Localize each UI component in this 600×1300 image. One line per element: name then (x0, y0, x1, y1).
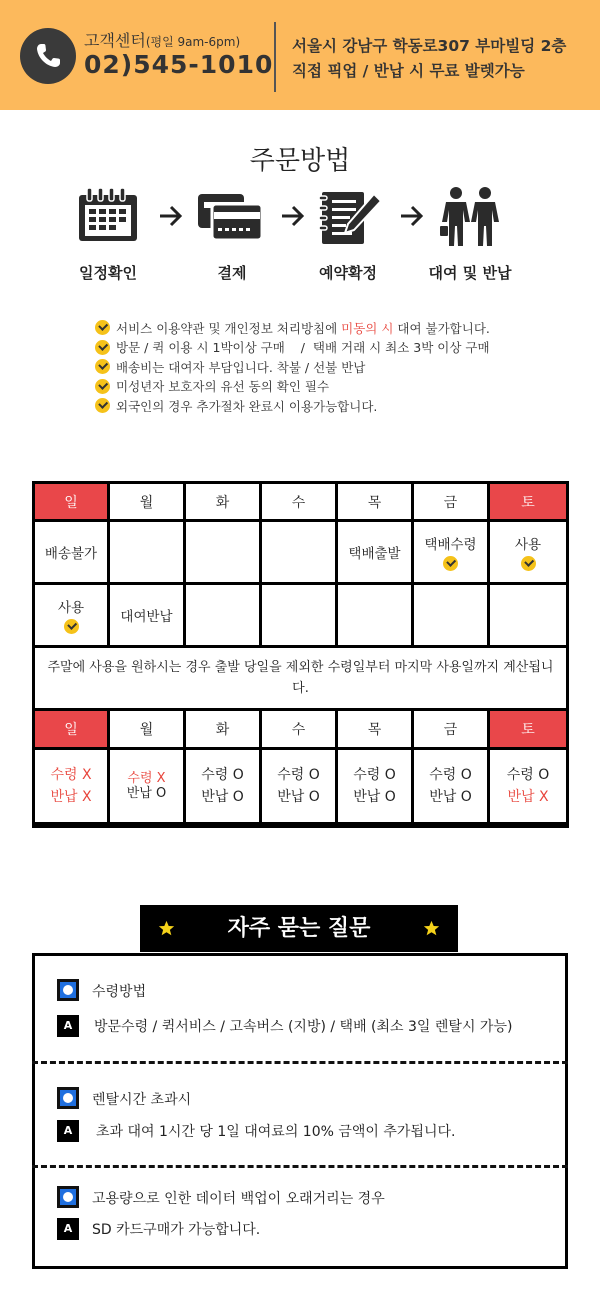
star-icon (423, 920, 440, 937)
cell-text: 배송불가 (44, 546, 98, 562)
check-icon (95, 398, 110, 413)
cell-text: 택배수령 (424, 537, 477, 553)
notice-text: 미성년자 보호자의 유선 동의 확인 필수 (116, 379, 330, 395)
arrow-right-icon (399, 205, 425, 231)
availability-cell (490, 750, 566, 822)
check-icon (95, 320, 110, 335)
week1-cell (186, 522, 259, 582)
question-badge-icon (57, 979, 79, 1001)
notice-text: 방문 / 퀵 이용 시 1박이상 구매 / 택배 거래 시 최소 3박 이상 구매 (116, 340, 490, 356)
return-status: 반납 X (50, 789, 92, 805)
day-header-wed: 수 (262, 711, 335, 747)
availability-cell (186, 750, 259, 822)
week2-cell (338, 585, 411, 645)
faq-divider (32, 1165, 568, 1168)
receive-status: 수령 O (277, 767, 320, 783)
phone-icon (20, 28, 76, 84)
receive-status: 수령 O (506, 767, 550, 783)
faq-question[interactable]: 수령방법 (92, 984, 147, 1000)
week1-cell (35, 522, 107, 582)
day-header-wed: 수 (262, 484, 335, 519)
day-header-thu: 목 (338, 484, 411, 519)
day-header-mon: 월 (110, 484, 183, 519)
check-icon (95, 379, 110, 394)
step-label: 결제 (217, 264, 247, 282)
check-icon (95, 359, 110, 374)
arrow-right-icon (280, 205, 306, 231)
answer-badge-icon: A (57, 1218, 79, 1240)
return-status: 반납 O (429, 789, 472, 805)
receive-status: 수령 O (429, 767, 472, 783)
week2-cell (490, 585, 566, 645)
faq-question[interactable]: 고용량으로 인한 데이터 백업이 오래거리는 경우 (92, 1191, 385, 1207)
availability-cell (35, 750, 107, 822)
question-badge-icon (57, 1186, 79, 1208)
customer-center-label (84, 28, 240, 51)
receive-status: 수령 X (127, 771, 166, 786)
star-icon (158, 920, 175, 937)
week2-cell (110, 585, 183, 645)
week2-cell (35, 585, 107, 645)
step-label: 예약확정 (319, 264, 377, 282)
day-header-tue: 화 (186, 711, 259, 747)
week2-cell (414, 585, 487, 645)
notice-list (95, 318, 490, 416)
cell-text: 사용 (514, 537, 542, 553)
cs-label: 고객센터 (84, 31, 146, 50)
faq-title: 자주 묻는 질문 (140, 905, 458, 952)
day-header-sun: 일 (35, 711, 107, 747)
cell-text: 택배출발 (348, 546, 401, 562)
header-divider (274, 22, 276, 92)
calendar-icon (76, 186, 142, 248)
people-icon (438, 186, 504, 252)
phone-number[interactable]: 02)545-1010 (84, 50, 274, 79)
week1-cell (110, 522, 183, 582)
receive-status: 수령 X (50, 767, 92, 783)
receive-status: 수령 O (353, 767, 396, 783)
answer-badge-icon: A (57, 1015, 79, 1037)
return-status: 반납 X (507, 789, 549, 805)
pickup-info: 직접 픽업 / 반납 시 무료 발렛가능 (292, 62, 525, 80)
return-status: 반납 O (277, 789, 320, 805)
return-status: 반납 O (353, 789, 396, 805)
credit-card-icon (196, 192, 264, 246)
return-status: 반납 O (201, 789, 244, 805)
availability-cell (262, 750, 335, 822)
availability-cell (414, 750, 487, 822)
availability-cell (110, 750, 183, 822)
faq-answer: 방문수령 / 퀵서비스 / 고속버스 (지방) / 택배 (최소 3일 렌탈시 가능) (94, 1019, 513, 1035)
step-label: 일정확인 (79, 264, 137, 282)
notice-text: 외국인의 경우 추가절차 완료시 이용가능합니다. (116, 398, 378, 414)
notice-item (95, 377, 490, 397)
cell-text: 대여반납 (120, 609, 173, 625)
check-icon (443, 556, 458, 571)
day-header-fri: 금 (414, 711, 487, 747)
week1-cell (490, 522, 566, 582)
week1-cell (414, 522, 487, 582)
notice-text: 배송비는 대여자 부담입니다. 착불 / 선불 반납 (116, 359, 366, 375)
day-header-tue: 화 (186, 484, 259, 519)
step-label: 대여 및 반납 (428, 264, 512, 282)
document-pen-icon (318, 186, 384, 252)
faq-question[interactable]: 렌탈시간 초과시 (92, 1092, 192, 1108)
notice-item (95, 338, 490, 358)
notice-item (95, 396, 490, 416)
address-line: 서울시 강남구 학동로307 부마빌딩 2층 (292, 37, 567, 55)
notice-text: 대여 불가합니다. (393, 320, 490, 336)
week1-cell (338, 522, 411, 582)
faq-answer: SD 카드구매가 가능합니다. (92, 1222, 261, 1238)
answer-badge-icon: A (57, 1120, 79, 1142)
weekend-note: 주말에 사용을 원하시는 경우 출발 당일을 제외한 수령일부터 마지막 사용일까지 계산됩니다. (35, 648, 566, 708)
header-bar (0, 0, 600, 110)
check-icon (95, 340, 110, 355)
faq-divider (32, 1061, 568, 1064)
order-method-title: 주문방법 (249, 146, 351, 176)
schedule-table (32, 481, 569, 828)
arrow-right-icon (158, 205, 184, 231)
return-status: 반납 O (126, 786, 167, 801)
receive-status: 수령 O (201, 767, 244, 783)
cs-hours: (평일 9am-6pm) (145, 35, 241, 49)
week2-cell (186, 585, 259, 645)
faq-answer: 초과 대여 1시간 당 1일 대여료의 10% 금액이 추가됩니다. (96, 1124, 456, 1140)
day-header-mon: 월 (110, 711, 183, 747)
day-header-fri: 금 (414, 484, 487, 519)
notice-text: 서비스 이용약관 및 개인정보 처리방침에 (116, 320, 342, 336)
question-badge-icon (57, 1087, 79, 1109)
day-header-thu: 목 (338, 711, 411, 747)
notice-item (95, 318, 490, 338)
check-icon (521, 556, 536, 571)
day-header-sun: 일 (35, 484, 107, 519)
week1-cell (262, 522, 335, 582)
notice-highlight: 미동의 시 (341, 320, 394, 336)
week2-cell (262, 585, 335, 645)
check-icon (64, 619, 79, 634)
availability-cell (338, 750, 411, 822)
cell-text: 사용 (57, 600, 85, 616)
notice-item (95, 357, 490, 377)
day-header-sat: 토 (490, 711, 566, 747)
day-header-sat: 토 (490, 484, 566, 519)
